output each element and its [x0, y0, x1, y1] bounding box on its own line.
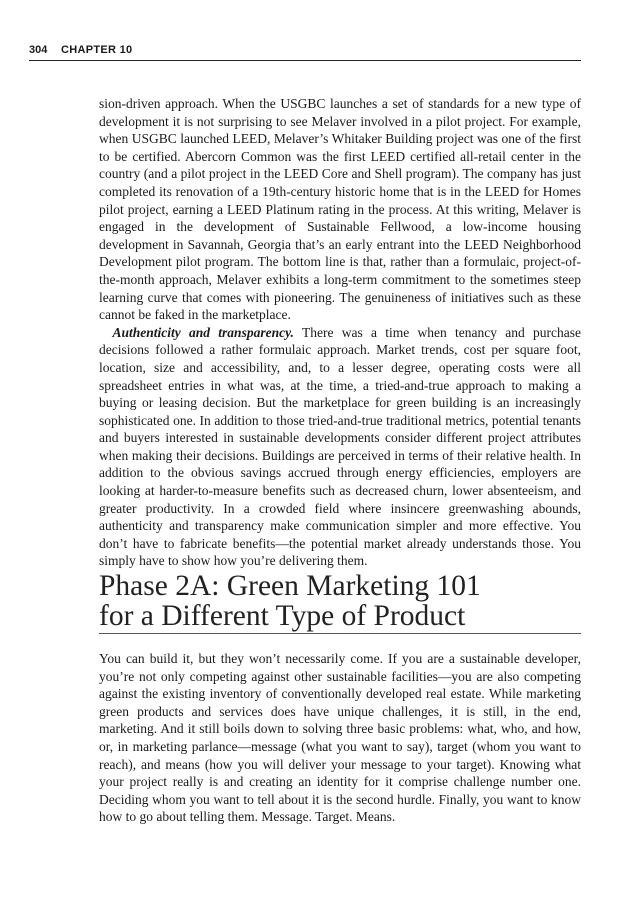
chapter-label: CHAPTER 10: [61, 44, 133, 56]
section-heading-line-2: for a Different Type of Product: [99, 600, 466, 632]
section-heading: [99, 571, 581, 631]
section-heading-line-1: Phase 2A: Green Marketing 101: [99, 570, 481, 602]
running-head: [29, 44, 581, 61]
paragraph: You can build it, but they won’t necessarily come. If you are a sustainable developer, you’re not only competing against other sustainable facilities—you are also competing against the existing inventory of conventionally developed real estate. While marketing green products and services does have unique challenges, it is still, in the end, marketing. And it still boils down to solving three basic problems: what, who, and how, or, in marketing parlance—message (what you want to say), target (whom you want to reach), and means (how you will deliver your message to your target). Knowing what your project really is and creating an identity for it comprise challenge number one. Deciding whom you want to tell about it is the second hurdle. Finally, you want to know how to go about telling them. Message. Target. Means.: [99, 651, 581, 825]
heading-divider: [99, 633, 581, 634]
page-number: 304: [29, 44, 48, 56]
section-body-1: [99, 95, 581, 570]
run-in-heading: Authenticity and transparency.: [112, 324, 294, 340]
section-body-2: [99, 650, 581, 826]
paragraph-authenticity: [99, 324, 581, 570]
paragraph: sion-driven approach. When the USGBC launches a set of standards for a new type of development it is not surprising to see Melaver involved in a pilot project. For example, when USGBC launched LEED, Melaver’s Whitaker Building project was one of the first to be certified. Abercorn Common was the first LEED certified all-retail center in the country (and a pilot project in the LEED Core and Shell program). The company has just completed its renovation of a 19th-century historic home that is in the LEED for Homes pilot project, earning a LEED Platinum rating in the process. At this writing, Melaver is engaged in the development of Sustainable Fellwood, a low-income housing development in Savannah, Georgia that’s an early entrant into the LEED Neighborhood Development pilot program. The bottom line is that, rather than a formulaic, project-of-the-month approach, Melaver exhibits a long-term commitment to the sometimes steep learning curve that comes with pioneering. The genuineness of initiatives such as these cannot be faked in the marketplace.: [99, 96, 581, 323]
paragraph-text: There was a time when tenancy and purchase decisions followed a rather formulaic approach. Market trends, cost per square foot, location, size and accessibility, and, to a lesser degree, operating costs were all spreadsheet entries in what was, at the time, a tried-and-true approach to making a buying or leasing decision. But the marketplace for green building is an increasingly sophisticated one. In addition to those tried-and-true traditional metrics, potential tenants and buyers interested in sustainable developments consider different project attributes when making their decisions. Buildings are perceived in terms of their relative health. In addition to the obvious savings accrued through energy efficiencies, employers are looking at harder-to-measure benefits such as decreased churn, lower absenteeism, and greater productivity. In a crowded field where insincere greenwashing abounds, authenticity and transparency make communication simpler and more effective. You don’t have to fabricate benefits—the potential market already understands those. You simply have to show how you’re delivering them.: [99, 324, 581, 569]
